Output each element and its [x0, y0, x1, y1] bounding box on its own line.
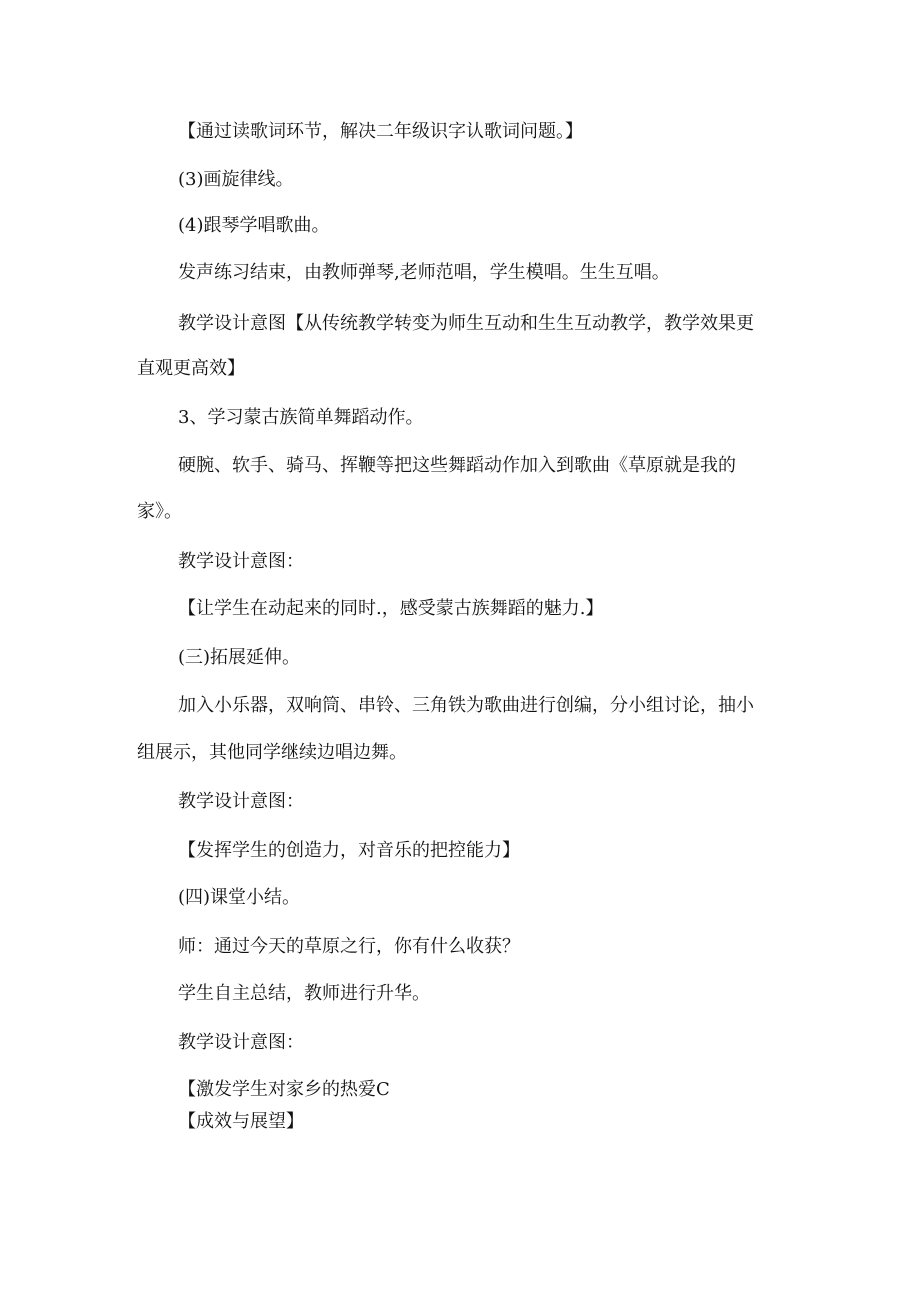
- paragraph-line: (三)拓展延伸。: [178, 647, 301, 668]
- paragraph-line: 教学设计意图【从传统教学转变为师生互动和生生互动教学，教学效果更: [178, 313, 754, 334]
- paragraph-line: 【成效与展望】: [178, 1111, 304, 1132]
- paragraph-line: 加入小乐器，双响筒、串铃、三角铁为歌曲进行创编，分小组讨论，抽小: [178, 695, 754, 716]
- paragraph-line: (3)画旋律线。: [178, 169, 294, 190]
- paragraph-line: 硬腕、软手、骑马、挥鞭等把这些舞蹈动作加入到歌曲《草原就是我的: [178, 455, 736, 476]
- paragraph-line: 组展示，其他同学继续边唱边舞。: [137, 742, 407, 763]
- paragraph-line: 师：通过今天的草原之行，你有什么收获？: [178, 936, 520, 957]
- paragraph-line: 【发挥学生的创造力，对音乐的把控能力】: [178, 840, 520, 861]
- paragraph-line: 【通过读歌词环节，解决二年级识字认歌词问题。】: [178, 121, 583, 142]
- paragraph-line: 【激发学生对家乡的热爱C: [178, 1079, 390, 1100]
- paragraph-line: 教学设计意图：: [178, 551, 304, 572]
- paragraph-line: 家》。: [137, 501, 182, 522]
- paragraph-line: 学生自主总结，教师进行升华。: [178, 983, 430, 1004]
- paragraph-line: 【让学生在动起来的同时.，感受蒙古族舞蹈的魅力.】: [178, 598, 604, 619]
- paragraph-line: 教学设计意图：: [178, 1032, 304, 1053]
- paragraph-line: 3、学习蒙古族简单舞蹈动作。: [178, 407, 424, 428]
- paragraph-line: 直观更高效】: [137, 358, 245, 379]
- paragraph-line: (四)课堂小结。: [178, 887, 301, 908]
- paragraph-line: 教学设计意图：: [178, 791, 304, 812]
- paragraph-line: (4)跟琴学唱歌曲。: [178, 215, 330, 236]
- paragraph-line: 发声练习结束，由教师弹琴,老师范唱，学生模唱。生生互唱。: [178, 262, 670, 283]
